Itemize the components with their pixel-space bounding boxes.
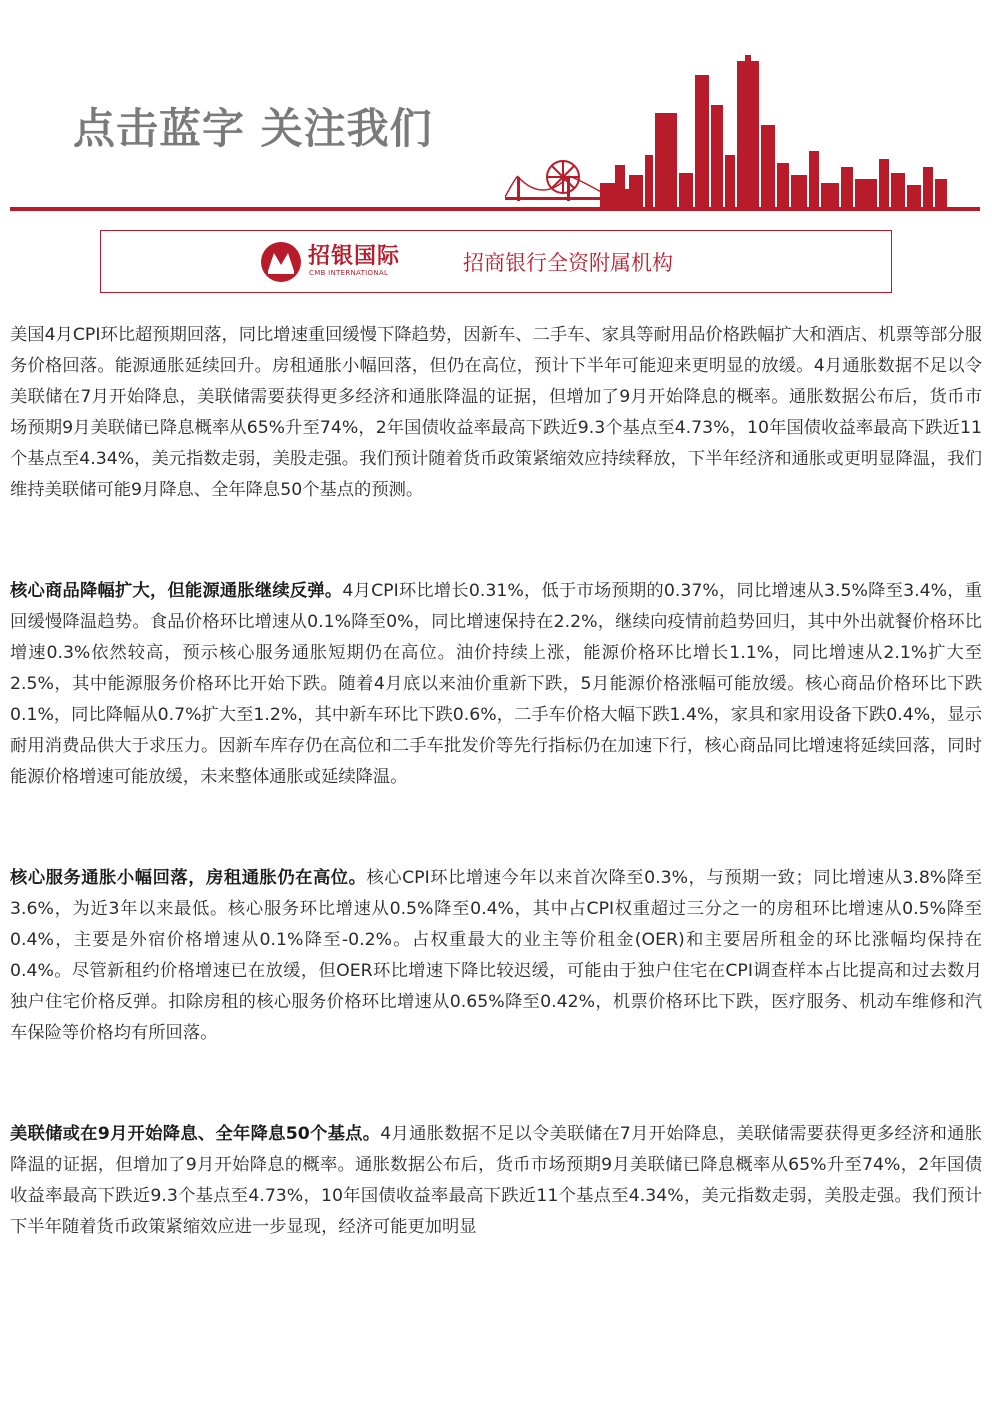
logo-english-name: CMB INTERNATIONAL [309, 269, 389, 277]
spacer [10, 1049, 982, 1119]
header-title[interactable]: 点击蓝字 关注我们 [73, 104, 433, 153]
header-divider [10, 207, 980, 211]
paragraph-heading: 核心商品降幅扩大，但能源通胀继续反弹。 [10, 581, 343, 601]
paragraph-heading: 美联储或在9月开始降息、全年降息50个基点。 [10, 1124, 381, 1144]
paragraph-core-goods [10, 576, 982, 793]
paragraph-fed-outlook [10, 1119, 982, 1243]
paragraph-body: 美国4月CPI环比超预期回落，同比增速重回缓慢下降趋势，因新车、二手车、家具等耐用品价格跌幅扩大和酒店、机票等部分服务价格回落。能源通胀延续回升。房租通胀小幅回落，但仍在高位，预计下半年可能迎来更明显的放缓。4月通胀数据不足以令美联储在7月开始降息，美联储需要获得更多经济和通胀降温的证据，但增加了9月开始降息的概率。通胀数据公布后，货币市场预期9月美联储已降息概率从65%升至74%，2年国债收益率最高下跌近9.3个基点至4.73%，10年国债收益率最高下跌近11个基点至4.34%，美元指数走弱，美股走强。我们预计随着货币政策紧缩效应持续释放，下半年经济和通胀或更明显降温，我们维持美联储可能9月降息、全年降息50个基点的预测。 [10, 325, 982, 500]
banner-tagline: 招商银行全资附属机构 [463, 251, 673, 275]
paragraph-heading: 核心服务通胀小幅回落，房租通胀仍在高位。 [10, 868, 367, 888]
city-skyline-illustration [505, 55, 975, 210]
cmb-logo-icon [260, 241, 302, 283]
logo-chinese-name: 招银国际 [308, 244, 401, 269]
page-header [0, 0, 992, 215]
paragraph-intro [10, 320, 982, 506]
paragraph-body: 4月通胀数据不足以令美联储在7月开始降息，美联储需要获得更多经济和通胀降温的证据，但增加了9月开始降息的概率。通胀数据公布后，货币市场预期9月美联储已降息概率从65%升至74%，2年国债收益率最高下跌近9.3个基点至4.73%，10年国债收益率最高下跌近11个基点至4.34%，美元指数走弱，美股走强。我们预计下半年随着货币政策紧缩效应进一步显现，经济可能更加明显 [10, 1124, 982, 1237]
article-body [10, 320, 982, 1243]
paragraph-body: 核心CPI环比增速今年以来首次降至0.3%，与预期一致；同比增速从3.8%降至3.6%，为近3年以来最低。核心服务环比增速从0.5%降至0.4%，其中占CPI权重超过三分之一的房租环比增速从0.5%降至0.4%，主要是外宿价格增速从0.1%降至-0.2%。占权重最大的业主等价租金(OER)和主要居所租金的环比涨幅均保持在0.4%。尽管新租约价格增速已在放缓，但OER环比增速下降比较迟缓，可能由于独户住宅在CPI调查样本占比提高和过去数月独户住宅价格反弹。扣除房租的核心服务价格环比增速从0.65%降至0.42%，机票价格环比下跌，医疗服务、机动车维修和汽车保险等价格均有所回落。 [10, 868, 982, 1043]
paragraph-core-services [10, 863, 982, 1049]
paragraph-body: 4月CPI环比增长0.31%，低于市场预期的0.37%，同比增速从3.5%降至3.4%，重回缓慢降温趋势。食品价格环比增速从0.1%降至0%，同比增速保持在2.2%，继续向疫情前趋势回归，其中外出就餐价格环比增速0.3%依然较高，预示核心服务通胀短期仍在高位。油价持续上涨，能源价格环比增长1.1%，同比增速从2.1%扩大至2.5%，其中能源服务价格环比开始下跌。随着4月底以来油价重新下跌，5月能源价格涨幅可能放缓。核心商品价格环比下跌0.1%，同比降幅从0.7%扩大至1.2%，其中新车环比下跌0.6%，二手车价格大幅下跌1.4%，家具和家用设备下跌0.4%，显示耐用消费品供大于求压力。因新车库存仍在高位和二手车批发价等先行指标仍在加速下行，核心商品同比增速将延续回落，同时能源价格增速可能放缓，未来整体通胀或延续降温。 [10, 581, 982, 787]
spacer [10, 793, 982, 863]
brand-banner[interactable] [100, 230, 892, 293]
spacer [10, 506, 982, 576]
